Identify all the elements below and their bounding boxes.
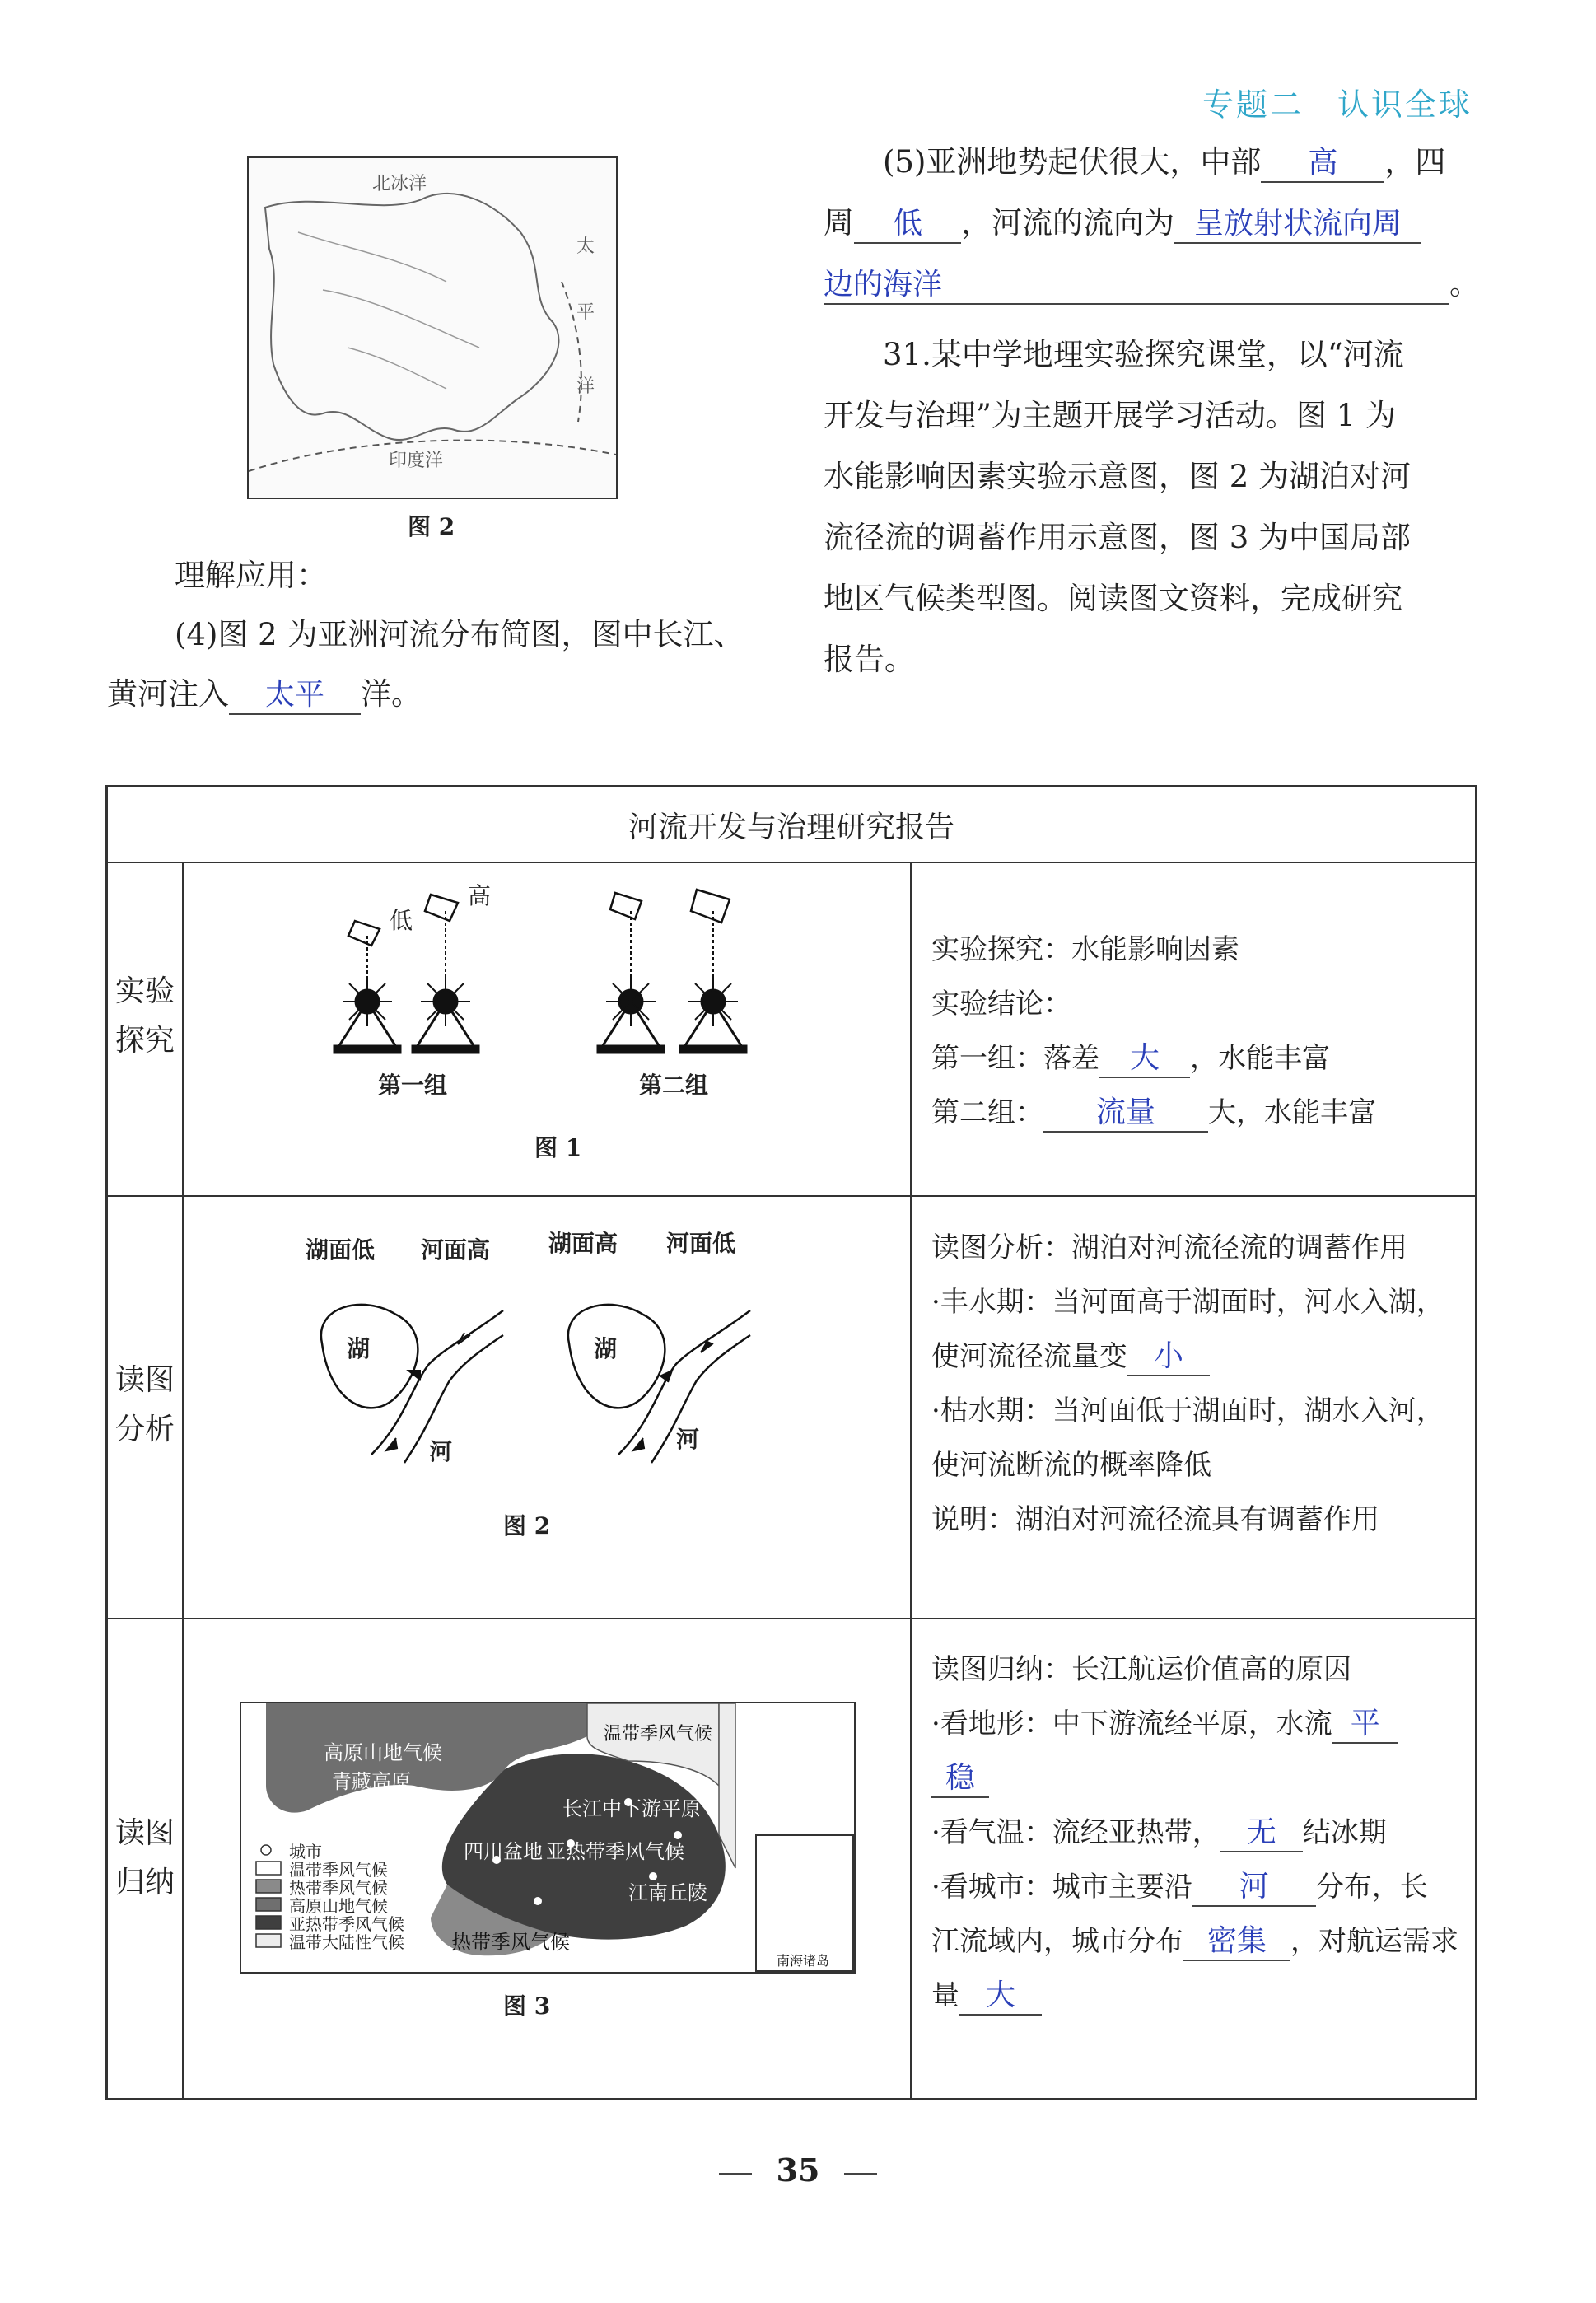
q31-line5: 地区气候类型图。阅读图文资料，完成研究 <box>824 581 1402 616</box>
row3-line5 <box>931 1914 1467 1969</box>
q5-text-d: ，河流的流向为 <box>961 205 1174 241</box>
row3-answer5[interactable]: 大 <box>959 1978 1042 2016</box>
map-label-indian: 印度洋 <box>389 451 444 471</box>
map-jiangnan: 江南丘陵 <box>628 1881 707 1904</box>
row1-line2: 实验结论： <box>931 988 1071 1021</box>
q4-answer[interactable]: 太平 <box>229 677 361 715</box>
q4-text-c: 洋。 <box>361 676 422 712</box>
row3-line5b: ，对航运需求 <box>1290 1925 1458 1958</box>
row2-line6: 说明：湖泊对河流径流具有调蓄作用 <box>931 1503 1379 1536</box>
row1-answer1[interactable]: 大 <box>1099 1040 1190 1078</box>
row2-label-b: 分析 <box>114 1413 175 1446</box>
label-lake-1: 湖 <box>347 1335 371 1362</box>
row3-answer2[interactable]: 无 <box>1220 1815 1303 1852</box>
row3-line2-cont <box>931 1751 1467 1805</box>
row3-line5a: 江流域内，城市分布 <box>931 1925 1183 1958</box>
row1-label-b: 探究 <box>114 1024 175 1058</box>
legend-tropical-monsoon: 热带季风气候 <box>289 1878 388 1898</box>
row1-line3 <box>931 1031 1458 1086</box>
row3-answer1a[interactable]: 平 <box>1332 1706 1398 1744</box>
fig1-caption: 图 1 <box>534 1134 582 1161</box>
row1-line4 <box>931 1086 1458 1140</box>
map-qinghai: 青藏高原 <box>332 1770 411 1793</box>
row3-line4b: 分布，长 <box>1315 1871 1428 1904</box>
label-high: 高 <box>468 882 492 909</box>
q5-text-a: (5)亚洲地势起伏很大，中部 <box>883 144 1262 180</box>
map-subtropical: 亚热带季风气候 <box>546 1840 684 1863</box>
map-temperate-monsoon: 温带季风气候 <box>604 1724 713 1745</box>
row2-text <box>931 1221 1467 1547</box>
row3-line6a: 量 <box>931 1979 959 2012</box>
page-number-value: 35 <box>776 2151 820 2189</box>
label-river-low: 河面低 <box>666 1230 736 1257</box>
row2-line2: ·丰水期：当河面高于湖面时，河水入湖， <box>931 1286 1444 1319</box>
row2-answer1[interactable]: 小 <box>1127 1338 1210 1376</box>
row1-line4b: 大，水能丰富 <box>1208 1096 1376 1129</box>
row1-label-a: 实验 <box>114 974 175 1008</box>
map-label-pacific-1: 太 <box>576 236 595 257</box>
q4-line2 <box>107 664 422 725</box>
row2-line4: ·枯水期：当河面低于湖面时，湖水入河， <box>931 1394 1444 1427</box>
label-group1: 第一组 <box>378 1072 448 1099</box>
q5-text-b: ，四 <box>1384 144 1446 180</box>
row3-line3 <box>931 1805 1467 1860</box>
row1-line3b: ，水能丰富 <box>1190 1042 1330 1075</box>
map-tropical: 热带季风气候 <box>451 1931 570 1954</box>
row2-label-a: 读图 <box>114 1363 175 1397</box>
q5-answer3a[interactable]: 呈放射状流向周 <box>1174 206 1421 244</box>
map-plateau-climate: 高原山地气候 <box>324 1741 442 1764</box>
report-title: 河流开发与治理研究报告 <box>628 810 954 844</box>
map-label-arctic: 北冰洋 <box>372 174 427 194</box>
q4-text-b: 黄河注入 <box>107 676 229 712</box>
lake-regulation-figure <box>306 1230 767 1562</box>
row2-line5: 使河流断流的概率降低 <box>931 1449 1211 1482</box>
label-lake-2: 湖 <box>594 1335 618 1362</box>
label-low: 低 <box>390 907 413 934</box>
section-heading: 理解应用： <box>175 558 327 593</box>
label-river-high: 河面高 <box>421 1236 491 1264</box>
label-river-1: 河 <box>429 1438 453 1465</box>
q5-line2 <box>824 193 1421 254</box>
asia-river-map <box>247 156 618 499</box>
row3-line6 <box>931 1969 1467 2023</box>
map-yangtze-plain: 长江中下游平原 <box>562 1797 701 1820</box>
row1-line1: 实验探究：水能影响因素 <box>931 933 1239 966</box>
row3-answer4[interactable]: 密集 <box>1183 1923 1290 1961</box>
row3-text <box>931 1642 1467 2023</box>
row3-label-a: 读图 <box>114 1816 175 1850</box>
q5-answer2[interactable]: 低 <box>854 206 961 244</box>
q5-text-c: 周 <box>824 205 854 241</box>
map-caption: 图 2 <box>408 513 455 540</box>
q31-line1: 31.某中学地理实验探究课堂，以“河流 <box>883 337 1404 372</box>
legend-subtropical: 亚热带季风气候 <box>289 1914 404 1934</box>
row2-line1: 读图分析：湖泊对河流径流的调蓄作用 <box>931 1231 1407 1264</box>
label-river-2: 河 <box>676 1426 700 1453</box>
hydro-experiment-figure <box>256 878 849 1161</box>
report-table <box>105 785 1477 2100</box>
row2-line3a: 使河流径流量变 <box>931 1340 1127 1373</box>
row1-answer2[interactable]: 流量 <box>1043 1095 1208 1133</box>
row1-line4a: 第二组： <box>931 1096 1043 1129</box>
row3-line1: 读图归纳：长江航运价值高的原因 <box>931 1653 1351 1686</box>
row1-line3a: 第一组：落差 <box>931 1042 1099 1075</box>
hydro-experiment-drawing <box>256 878 849 1084</box>
row3-label-b: 归纳 <box>114 1866 175 1899</box>
chapter-header: 专题二 认识全球 <box>1202 86 1472 123</box>
row3-line4a: ·看城市：城市主要沿 <box>931 1871 1192 1904</box>
label-group2: 第二组 <box>639 1072 709 1099</box>
row3-line2a: ·看地形：中下游流经平原，水流 <box>931 1707 1332 1740</box>
row3-label <box>112 1809 178 1908</box>
legend-temperate-monsoon: 温带季风气候 <box>289 1860 388 1880</box>
map-sichuan: 四川盆地 <box>464 1840 543 1863</box>
q5-answer3b[interactable]: 边的海洋 <box>824 267 1449 305</box>
map-label-pacific-3: 洋 <box>576 376 595 397</box>
q31-line3: 水能影响因素实验示意图，图 2 为湖泊对河 <box>824 459 1412 494</box>
label-lake-high: 湖面高 <box>548 1230 618 1257</box>
map-south-sea: 南海诸岛 <box>777 1953 830 1969</box>
china-climate-map <box>240 1702 856 1974</box>
q5-answer1[interactable]: 高 <box>1261 145 1384 183</box>
row3-line4 <box>931 1860 1467 1914</box>
q4-line1: (4)图 2 为亚洲河流分布简图，图中长江、 <box>175 617 744 652</box>
row2-label <box>112 1356 178 1455</box>
q5-line3 <box>824 254 1480 315</box>
legend-plateau: 高原山地气候 <box>289 1896 388 1916</box>
q31-line4: 流径流的调蓄作用示意图，图 3 为中国局部 <box>824 520 1412 555</box>
fig3-caption: 图 3 <box>503 1992 551 2020</box>
row2-line3 <box>931 1329 1467 1384</box>
row3-answer1b[interactable]: 稳 <box>931 1760 989 1798</box>
row3-line3a: ·看气温：流经亚热带， <box>931 1816 1220 1849</box>
q31-line2: 开发与治理”为主题开展学习活动。图 1 为 <box>824 398 1396 433</box>
fig2-caption: 图 2 <box>503 1512 551 1539</box>
q5-end: 。 <box>1449 266 1480 301</box>
legend-city: 城市 <box>289 1842 322 1862</box>
row3-answer3[interactable]: 河 <box>1192 1869 1316 1907</box>
row3-line3b: 结冰期 <box>1302 1816 1387 1849</box>
map-label-pacific-2: 平 <box>576 302 595 323</box>
page-number <box>0 2151 1596 2189</box>
row1-label <box>112 967 178 1066</box>
row3-line2 <box>931 1697 1467 1751</box>
row1-text <box>931 923 1458 1140</box>
q31-line6: 报告。 <box>824 642 915 677</box>
q5-line1 <box>883 132 1445 193</box>
legend-continental: 温带大陆性气候 <box>289 1932 404 1952</box>
label-lake-low: 湖面低 <box>306 1236 376 1264</box>
